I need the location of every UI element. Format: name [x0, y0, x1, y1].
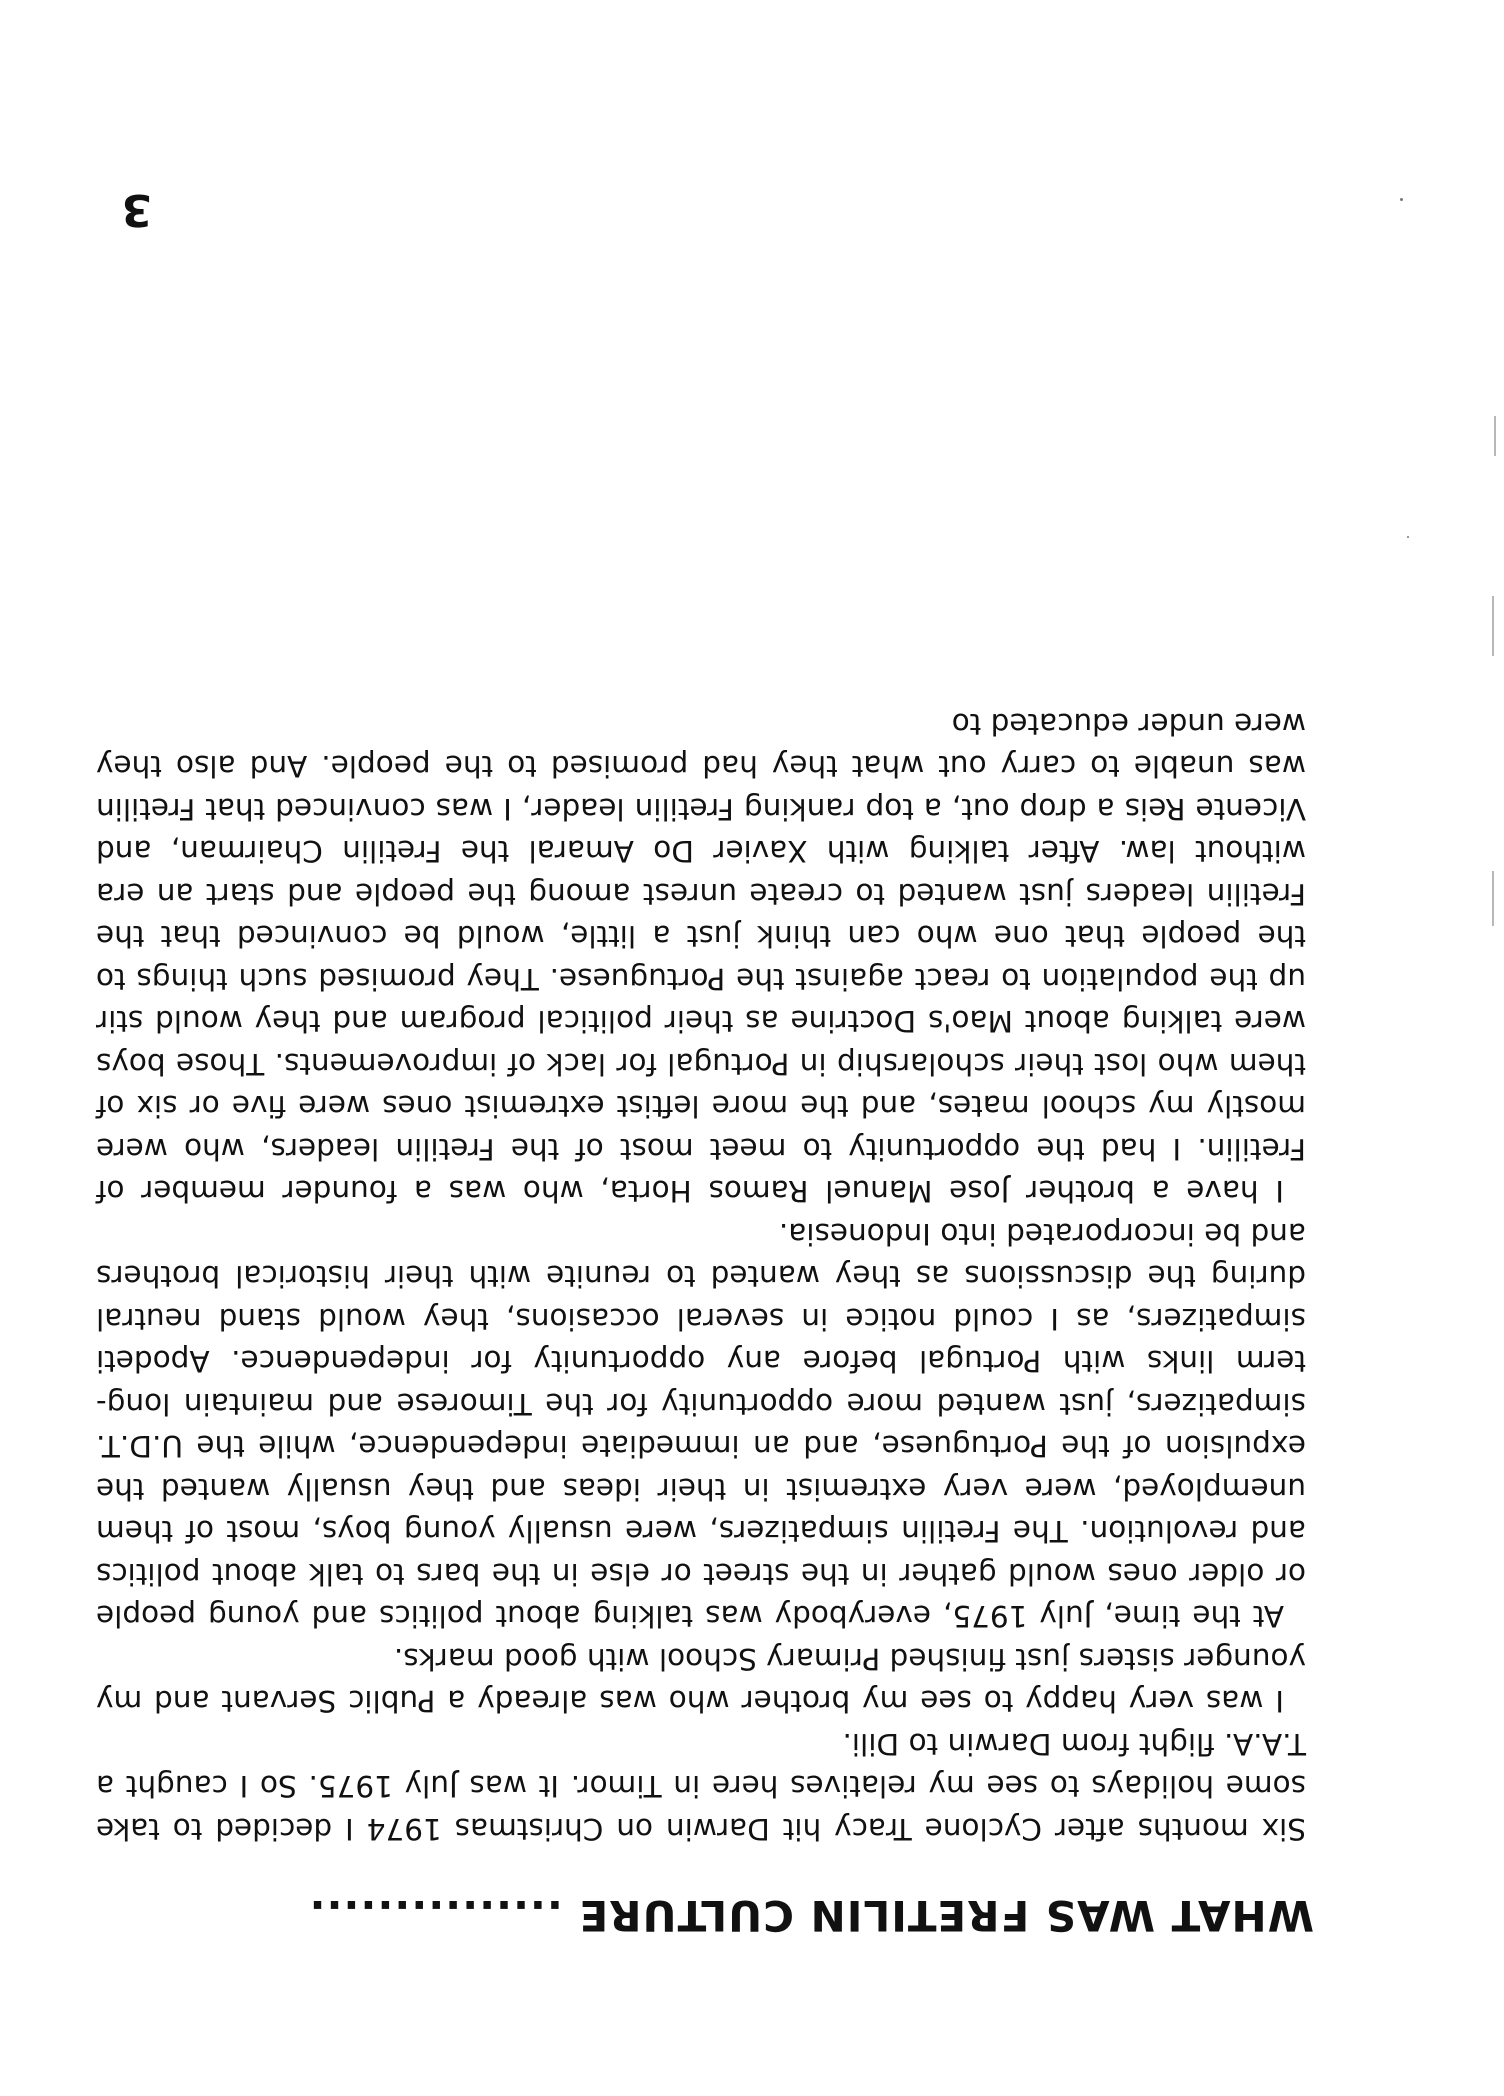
paragraph-1: Six months after Cyclone Tracy hit Darwin on Christmas 1974 I decided to take some holidays to see my relatives here in Timor. It was July 1975. So I caught a T.A.A. flight from Darwin to Dili. — [96, 1727, 1306, 1846]
scan-edge-mark — [1494, 416, 1496, 456]
body-text — [96, 703, 1306, 1851]
page-number: 3 — [121, 184, 152, 235]
paragraph-2: I was very happy to see my brother who was already a Public Servant and my younger sisters just finished Primary School with good marks. — [96, 1642, 1306, 1719]
scan-speck — [1407, 536, 1409, 538]
paragraph-3: At the time, July 1975, everybody was talking about politics and young people or older ones would gather in the street or else in the bars to talk about politics and revolution. The Fretilin simpatizers, were usually young boys, most of them unemployed, were very extremist in their ideas and they usually wanted the expulsion of the Portuguese, and an immediate independence, while the U.D.T. simpatizers, just wanted more opportunity for the Timorese and maintain long-term links with Portugal before any opportunity for independence. Apodeti simpatizers, as I could notice in several occasions, they would stand neutral during the discussions as they wanted to reunite with their historical brothers and be incorporated into Indonesia. — [96, 1217, 1306, 1634]
page-title: WHAT WAS FRETILIN CULTURE ............... — [308, 1891, 1314, 1940]
scan-edge-mark — [1492, 871, 1494, 926]
scan-speck — [1400, 198, 1403, 201]
paragraph-4: I have a brother Jose Manuel Ramos Horta, who was a founder member of Fretilin. I had the opportunity to meet most of the Fretilin leaders, who were mostly my school mates, and the more leftist extremist ones were five or six of them who lost their scholarship in Portugal for lack of improvements. Those boys were talking about Mao's Doctrine as their political program and they would stir up the population to react against the Portuguese. They promised such things to the people that one who can think just a little, would be convinced that the Fretilin leaders just wanted to create unrest among the people and start an era without law. After talking with Xavier Do Amaral the Fretilin Chairman, and Vicente Reis a drop out, a top ranking Fretilin leader, I was convinced that Fretilin was unable to carry out what they had promised to the people. And also they were under educated to — [96, 707, 1306, 1209]
scan-edge-mark — [1492, 596, 1494, 656]
